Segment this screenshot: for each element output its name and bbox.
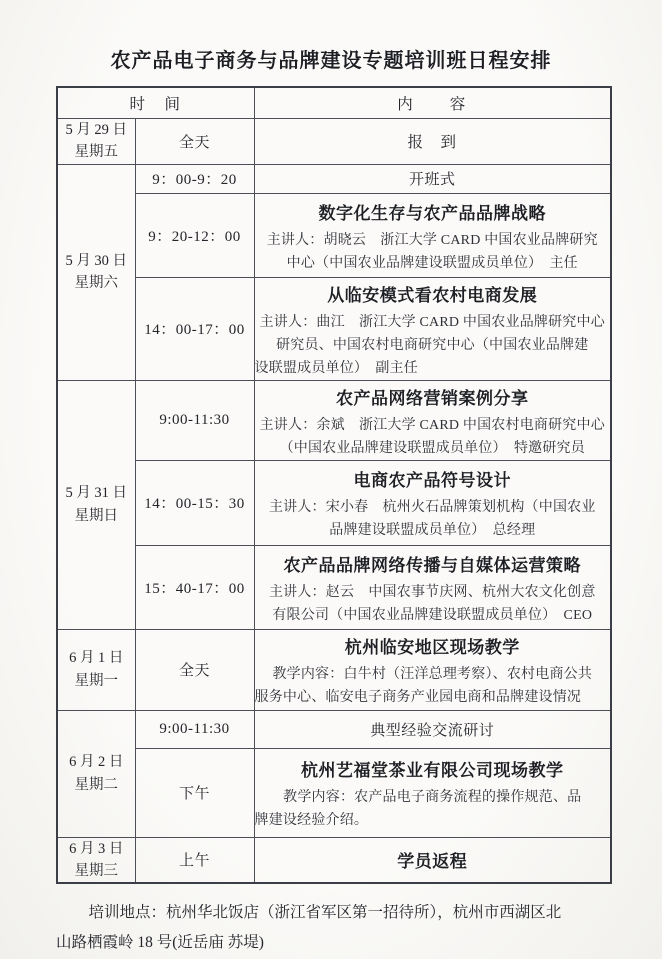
time-cell: 9:00-11:30 xyxy=(135,710,254,748)
content-cell xyxy=(254,118,611,164)
content-cell xyxy=(254,164,611,193)
time-cell: 上午 xyxy=(135,837,254,883)
date-cell-jun1 xyxy=(57,629,135,710)
time-cell: 全天 xyxy=(135,629,254,710)
time-cell: 下午 xyxy=(135,748,254,837)
table-row xyxy=(57,629,611,710)
teaching-line: 服务中心、临安电子商务产业园电商和品牌建设情况 xyxy=(254,690,582,705)
date-text: 6 月 2 日 xyxy=(69,754,124,771)
content-cell xyxy=(254,193,611,277)
content-cell xyxy=(254,380,611,460)
session-title: 电商农产品符号设计 xyxy=(353,471,512,490)
date-cell-may30 xyxy=(57,164,135,380)
weekday-text: 星期日 xyxy=(74,507,118,524)
date-text: 5 月 29 日 xyxy=(65,121,128,138)
date-text: 6 月 1 日 xyxy=(69,650,124,667)
session-title: 杭州临安地区现场教学 xyxy=(344,638,520,657)
teaching-line: 牌建设经验介绍。 xyxy=(254,813,369,828)
header-row xyxy=(57,87,611,118)
speaker-line: 研究员、中国农村电商研究中心（中国农业品牌建 xyxy=(276,337,589,353)
header-content: 内 容 xyxy=(254,87,611,118)
table-row xyxy=(57,460,611,545)
date-text: 6 月 3 日 xyxy=(69,840,124,857)
time-cell: 14：00-15：30 xyxy=(135,460,254,545)
date-cell-may31 xyxy=(57,380,135,629)
training-location-note xyxy=(56,898,610,958)
time-cell: 9：20-12：00 xyxy=(135,193,254,277)
content-cell xyxy=(254,710,611,748)
weekday-text: 星期二 xyxy=(74,776,118,793)
footer-line: 培训地点：杭州华北饭店（浙江省军区第一招待所），杭州市西湖区北 xyxy=(88,904,562,922)
header-time: 时 间 xyxy=(57,87,254,118)
schedule-table xyxy=(56,86,612,884)
table-row xyxy=(57,118,611,164)
speaker-line: 主讲人：曲江 浙江大学 CARD 中国农业品牌研究中心 xyxy=(259,314,605,330)
speaker-line: 主讲人：赵云 中国农事节庆网、杭州大农文化创意 xyxy=(268,584,596,600)
table-row xyxy=(57,710,611,748)
speaker-line: 设联盟成员单位） 副主任 xyxy=(254,360,418,376)
weekday-text: 星期三 xyxy=(74,862,118,879)
time-cell: 14：00-17：00 xyxy=(135,277,254,380)
teaching-line: 教学内容：白牛村（汪洋总理考察）、农村电商公共 xyxy=(272,667,593,682)
page-title: 农产品电子商务与品牌建设专题培训班日程安排 xyxy=(110,50,552,72)
session-title: 报 到 xyxy=(407,134,458,151)
table-row xyxy=(57,545,611,629)
session-title: 杭州艺福堂茶业有限公司现场教学 xyxy=(301,761,564,780)
content-cell xyxy=(254,277,611,380)
session-title: 开班式 xyxy=(409,172,456,188)
date-text: 5 月 31 日 xyxy=(65,485,128,502)
weekday-text: 星期一 xyxy=(74,672,118,689)
speaker-line: （中国农业品牌建设联盟成员单位） 特邀研究员 xyxy=(279,440,585,456)
weekday-text: 星期五 xyxy=(74,144,118,160)
session-title: 学员返程 xyxy=(397,852,468,872)
table-row xyxy=(57,380,611,460)
time-cell: 15：40-17：00 xyxy=(135,545,254,629)
footer-line: 山路栖霞岭 18 号(近岳庙 苏堤) xyxy=(56,934,264,952)
content-cell xyxy=(254,837,611,883)
table-row xyxy=(57,837,611,883)
time-cell: 9:00-11:30 xyxy=(135,380,254,460)
date-cell-jun2 xyxy=(57,710,135,837)
session-title: 农产品网络营销案例分享 xyxy=(336,388,529,408)
content-cell xyxy=(254,460,611,545)
session-title: 数字化生存与农产品品牌战略 xyxy=(318,203,547,223)
teaching-line: 教学内容：农产品电子商务流程的操作规范、品 xyxy=(283,790,582,805)
content-cell xyxy=(254,748,611,837)
content-cell xyxy=(254,545,611,629)
weekday-text: 星期六 xyxy=(74,275,118,291)
table-row xyxy=(57,193,611,277)
speaker-line: 主讲人：胡晓云 浙江大学 CARD 中国农业品牌研究 xyxy=(266,232,598,248)
table-row xyxy=(57,748,611,837)
table-row xyxy=(57,164,611,193)
content-cell xyxy=(254,629,611,710)
speaker-line: 主讲人：余斌 浙江大学 CARD 中国农村电商研究中心 xyxy=(259,417,605,433)
session-title: 典型经验交流研讨 xyxy=(370,722,495,739)
table-row xyxy=(57,277,611,380)
session-title: 农产品品牌网络传播与自媒体运营策略 xyxy=(283,555,582,575)
date-cell-may29 xyxy=(57,118,135,164)
time-cell: 9：00-9：20 xyxy=(135,164,254,193)
speaker-line: 主讲人：宋小春 杭州火石品牌策划机构（中国农业 xyxy=(268,500,596,515)
time-cell: 全天 xyxy=(135,118,254,164)
date-cell-jun3 xyxy=(57,837,135,883)
speaker-line: 中心（中国农业品牌建设联盟成员单位） 主任 xyxy=(286,255,578,271)
speaker-line: 品牌建设联盟成员单位） 总经理 xyxy=(329,523,536,538)
speaker-line: 有限公司（中国农业品牌建设联盟成员单位） CEO xyxy=(272,607,593,623)
session-title: 从临安模式看农村电商发展 xyxy=(327,285,538,305)
date-text: 5 月 30 日 xyxy=(65,252,128,269)
